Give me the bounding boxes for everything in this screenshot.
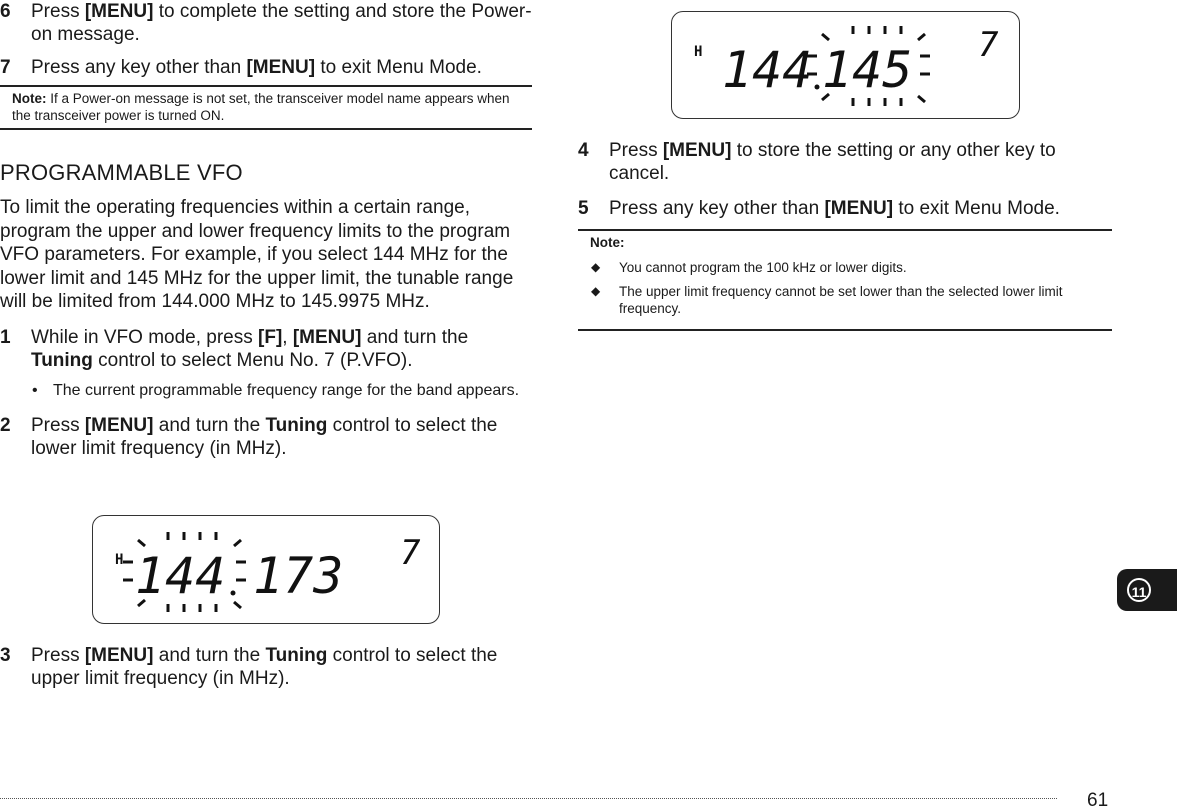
- key-tuning: Tuning: [265, 645, 328, 666]
- lcd-segments: [93, 516, 439, 623]
- step-2: 2 Press [MENU] and turn the Tuning control to select the lower limit frequency (in MHz).: [0, 414, 498, 459]
- note-bullet: ◆ You cannot program the 100 kHz or lower digits.: [591, 260, 907, 275]
- step-4: 4 Press [MENU] to store the setting or any other key to cancel.: [578, 140, 1056, 184]
- step-1: 1 While in VFO mode, press [F], [MENU] and turn the Tuning control to select Menu No. 7 (P.VFO).: [0, 326, 469, 371]
- diamond-bullet-icon: ◆: [591, 260, 601, 274]
- lcd-upper-digits: 173: [253, 547, 344, 605]
- step-1-bullet: • The current programmable frequency range for the band appears.: [32, 381, 520, 399]
- step-number: 7: [0, 57, 11, 78]
- bullet-dot: •: [32, 381, 38, 399]
- lcd-segments: [672, 12, 1019, 118]
- key-f: [F]: [258, 326, 283, 348]
- page-number: 61: [1087, 790, 1109, 811]
- chapter-tab: [1117, 569, 1177, 611]
- step-3: 3 Press [MENU] and turn the Tuning control to select the upper limit frequency (in MHz).: [0, 645, 498, 689]
- lcd-menu-number: 7: [400, 533, 421, 573]
- chapter-number: 11: [1127, 578, 1151, 602]
- key-tuning: Tuning: [265, 414, 328, 436]
- key-menu: [MENU]: [824, 198, 894, 219]
- note-box: [0, 85, 532, 130]
- step-number: 2: [0, 414, 11, 436]
- step-number: 5: [578, 198, 589, 219]
- key-menu: [MENU]: [292, 326, 362, 348]
- note-bullet: ◆ The upper limit frequency cannot be set lower than the selected lower limit frequency.: [591, 284, 1063, 316]
- step-number: 6: [0, 1, 11, 22]
- step-6: 6 Press [MENU] to complete the setting and store the Power-on message.: [0, 1, 532, 45]
- note-box: [578, 229, 1112, 331]
- lcd-upper-digits: 145: [822, 41, 913, 99]
- lcd-indicator-h: H: [694, 44, 703, 60]
- note-label: Note:: [590, 235, 625, 250]
- note-label: Note:: [12, 91, 47, 106]
- lcd-lower-digits: 144: [135, 547, 226, 605]
- key-menu: [MENU]: [84, 1, 154, 22]
- left-column: [0, 0, 532, 460]
- step-number: 3: [0, 645, 11, 666]
- step-number: 4: [578, 140, 589, 161]
- lcd-display-upper-limit: [671, 11, 1020, 119]
- key-menu: [MENU]: [84, 645, 154, 666]
- section-title: PROGRAMMABLE VFO: [0, 160, 243, 185]
- lcd-indicator-h: H: [115, 552, 124, 568]
- key-menu: [MENU]: [246, 57, 316, 78]
- step-7: 7 Press any key other than [MENU] to exit Menu Mode.: [0, 57, 482, 78]
- step-number: 1: [0, 326, 11, 348]
- intro-paragraph: To limit the operating frequencies within a certain range, program the upper and lower frequency limits to the program VFO parameters. For example, if you select 144 MHz for the lower limit and 145 MHz for the upper limit, the tunable range will be limited from 144.000 MHz to 145.9975 MHz.: [0, 197, 514, 312]
- key-menu: [MENU]: [84, 414, 154, 436]
- lcd-menu-number: 7: [978, 25, 999, 65]
- diamond-bullet-icon: ◆: [591, 284, 601, 298]
- footer-dotted-rule: [0, 798, 1057, 799]
- key-tuning: Tuning: [31, 349, 93, 371]
- lcd-lower-digits: 144: [722, 41, 813, 99]
- right-column: [578, 139, 1112, 331]
- note-text: If a Power-on message is not set, the transceiver model name appears when the transceiver power is turned ON.: [12, 91, 510, 123]
- key-menu: [MENU]: [662, 140, 732, 161]
- lcd-display-lower-limit: [92, 515, 440, 624]
- step-5: 5 Press any key other than [MENU] to exit Menu Mode.: [578, 198, 1060, 219]
